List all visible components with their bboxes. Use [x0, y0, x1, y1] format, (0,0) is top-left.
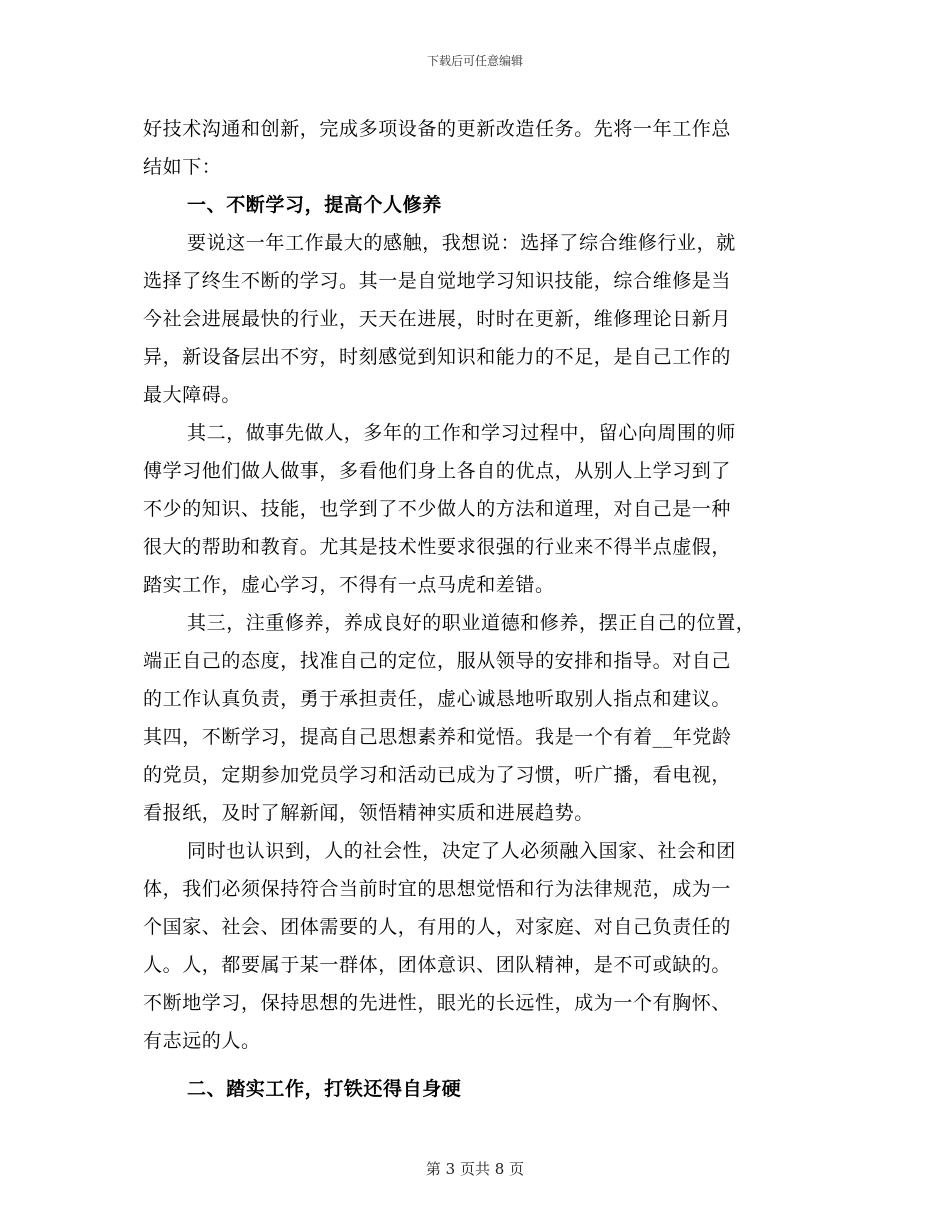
document-body	[143, 110, 803, 1108]
text-line: 好技术沟通和创新，完成多项设备的更新改造任务。先将一年工作总	[143, 118, 732, 140]
text-line: 看报纸，及时了解新闻，领悟精神实质和进展趋势。	[143, 802, 594, 824]
text-line: 有志远的人。	[143, 1030, 261, 1052]
text-line: 同时也认识到，人的社会性，决定了人必须融入国家、社会和团	[187, 840, 736, 862]
page-header: 下载后可任意编辑	[426, 54, 523, 68]
section-heading: 二、踏实工作，打铁还得自身硬	[187, 1078, 462, 1100]
text-line: 今社会进展最快的行业，天天在进展，时时在更新，维修理论日新月	[143, 308, 732, 330]
text-line: 结如下：	[143, 156, 222, 178]
text-line: 其二，做事先做人，多年的工作和学习过程中，留心向周围的师	[187, 422, 736, 444]
text-line: 个国家、社会、团体需要的人，有用的人，对家庭、对自己负责任的	[143, 916, 732, 938]
text-line: 选择了终生不断的学习。其一是自觉地学习知识技能，综合维修是当	[143, 270, 732, 292]
text-line: 其三，注重修养，养成良好的职业道德和修养，摆正自己的位置，	[187, 612, 756, 634]
page-footer: 第 3 页共 8 页	[425, 1160, 525, 1178]
text-line: 的党员，定期参加党员学习和活动已成为了习惯，听广播，看电视，	[143, 764, 732, 786]
text-line: 异，新设备层出不穷，时刻感觉到知识和能力的不足，是自己工作的	[143, 346, 732, 368]
text-line: 最大障碍。	[143, 384, 242, 406]
text-line: 很大的帮助和教育。尤其是技术性要求很强的行业来不得半点虚假，	[143, 536, 732, 558]
section-heading: 一、不断学习，提高个人修养	[187, 194, 442, 216]
text-line: 傅学习他们做人做事，多看他们身上各自的优点，从别人上学习到了	[143, 460, 732, 482]
text-line: 人。人，都要属于某一群体，团体意识、团队精神，是不可或缺的。	[143, 954, 732, 976]
text-line: 的工作认真负责，勇于承担责任，虚心诚恳地听取别人指点和建议。	[143, 688, 732, 710]
text-line: 不少的知识、技能，也学到了不少做人的方法和道理，对自己是一种	[143, 498, 732, 520]
text-line: 踏实工作，虚心学习，不得有一点马虎和差错。	[143, 574, 555, 596]
text-line: 体，我们必须保持符合当前时宜的思想觉悟和行为法律规范，成为一	[143, 878, 732, 900]
text-line: 不断地学习，保持思想的先进性，眼光的长远性，成为一个有胸怀、	[143, 992, 732, 1014]
text-line: 其四，不断学习，提高自己思想素养和觉悟。我是一个有着__年党龄	[143, 726, 732, 748]
text-line: 端正自己的态度，找准自己的定位，服从领导的安排和指导。对自己	[143, 650, 732, 672]
text-line: 要说这一年工作最大的感触，我想说：选择了综合维修行业，就	[187, 232, 736, 254]
